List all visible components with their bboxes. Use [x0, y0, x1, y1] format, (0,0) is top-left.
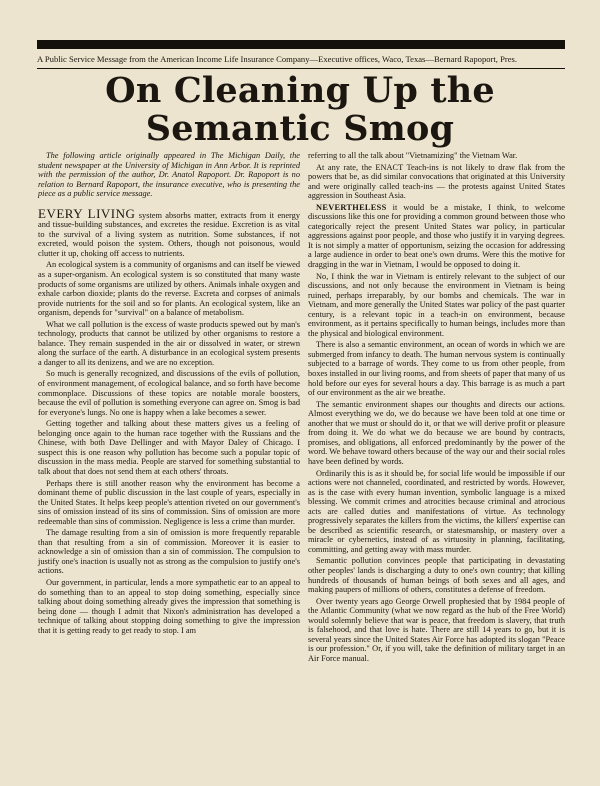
lead-paragraph — [38, 205, 300, 259]
nevertheless-caps: NEVERTHELESS — [316, 202, 387, 212]
paragraph: So much is generally recognized, and discussions of the evils of pollution, of environment management, of ecological balance, and so forth have become commonplace. Discussions of these topics are notable morale boosters, because the evil of pollution is something everyone can agree on. Smog is bad for everyone's lungs. No one is happy when a lake becomes a sewer. — [38, 369, 300, 417]
left-column — [38, 151, 300, 776]
paragraph: At any rate, the ENACT Teach-ins is not likely to draw flak from the powers that be, as did similar convocations that originated at this University and were originally called teach-ins — the protests against United States aggression in Southeast Asia. — [308, 162, 565, 201]
paragraph: Perhaps there is still another reason why the environment has become a dominant theme of public discussion in the last couple of years, especially in the United States. It helps keep people's attention riveted on our government's sins of omission instead of its sins of commission. Sins of omission are more redeemable than sins of commission. Negligence is less a crime than murder. — [38, 478, 300, 526]
paragraph: What we call pollution is the excess of waste products spewed out by man's technology, products that cannot be utilized by other organisms to restore a balance. They remain suspended in the air or dissolved in water, or strewn along the surface of the earth. A disturbance in an ecological system presents a danger to all its denizens, and we are no exception. — [38, 319, 300, 367]
paragraph: Our government, in particular, lends a more sympathetic ear to an appeal to do something than to an appeal to stop doing something, especially since talking about doing something already gives the impression that something is being done — though I admit that Nixon's administration has developed a technique of talking about stopping doing something to give the impression that it is getting ready to get ready to stop. I am — [38, 577, 300, 635]
paragraph: Getting together and talking about these matters gives us a feeling of belonging once again to the human race together with the Russians and the Chinese, with both Dave Dellinger and with Mayor Daley of Chicago. I suspect this is one reason why pollution has become such a popular topic of discussion in the mass media. People are starved for something substantial to talk about that does not send them at each others' throats. — [38, 419, 300, 476]
right-column — [308, 151, 565, 776]
sponsor-line: A Public Service Message from the American Income Life Insurance Company—Executive offices, Waco, Texas—Bernard Rapoport, Pres. — [37, 54, 518, 64]
paragraph: No, I think the war in Vietnam is entirely relevant to the subject of our discussions, and not only because the environment in Vietnam is being ruined, perhaps irreparably, by our bombs and chemicals. The war in Vietnam, and more generally the United States war policy of the past quarter century, is a relevant topic in a teach-in on environment, because environment, as it pertains specifically to human beings, includes more than the physical and biological environment. — [308, 271, 565, 338]
paragraph: Over twenty years ago George Orwell prophesied that by 1984 people of the Atlantic Community (what we now regard as the hub of the Free World) would solemnly believe that war is peace, that freedom is slavery, that truth is falsehood, and that love is hate. There are still 14 years to go, but it is several years since the United States Air Force has adopted its slogan "Peace is our profession." Or, if you will, take the definition of military target in an Air Force manual. — [308, 596, 565, 663]
headline: On Cleaning Up the Semantic Smog — [105, 70, 495, 149]
paragraph: Ordinarily this is as it should be, for social life would be impossible if our actions were not channeled, coordinated, and restricted by words. However, as is the case with every human invention, symbolic language is a mixed blessing. We commit crimes and atrocities because criminal and atrocious acts are called duties and manifestations of virtue. As technology progressively separates the killers from the victims, the killers' expertise can be described as scientific research, or statesmanship, or mastery over a miracle or cybernetics, instead of as virtuosity in planning, facilitating, committing, and getting away with mass murder. — [308, 468, 565, 554]
paragraph: The semantic environment shapes our thoughts and directs our actions. Almost everything we do, we do because we have been told at one time or another that we must or should do it, or that we will derive profit or pleasure from doing it. We do what we do because we are bound by contracts, promises, and obligations, all enforced predominantly by the power of the word. We behave toward others because of the way our and their social roles have been defined by words. — [308, 399, 565, 466]
continuation-paragraph: referring to all the talk about "Vietnamizing" the Vietnam War. — [308, 151, 518, 160]
paragraph: Semantic pollution convinces people that participating in devastating other peoples' lands is discharging a duty to one's own country; that killing hundreds of thousands of human beings of both sexes and all ages, and making paupers of millions of others, constitutes a defense of freedom. — [308, 556, 565, 595]
paragraph: The damage resulting from a sin of omission is more frequently reparable than that resulting from a sin of commission. Moreover it is easier to acknowledge a sin of omission than a sin of commission. The compulsion to justify one's inaction is usually not as strong as the compulsion to justify one's actions. — [38, 528, 300, 576]
top-black-bar — [37, 40, 565, 49]
lead-text: system absorbs matter, extracts from it energy and tissue-building substances, and excretes the residue. Excretion is as vital to the survival of a living system as nutrition. Some substances, if not excreted, would poison the system. Others, though not poisonous, would clutter it up, choking off access to nutrients. — [38, 210, 300, 258]
intro-note: The following article originally appeared in The Michigan Daily, the student newspaper at the University of Michigan in Ann Arbor. It is reprinted with the permission of the author, Dr. Anatol Rapoport. Dr. Rapoport is no relation to Bernard Rapoport, the insurance executive, who is presenting the piece as a public service message. — [38, 151, 300, 199]
lead-caps: EVERY LIVING — [38, 205, 136, 221]
paragraph: There is also a semantic environment, an ocean of words in which we are submerged from infancy to death. The human nervous system is continually subjected to a barrage of words. They come to us from other people, from boxes installed in our living rooms, and from sheets of paper that many of us hold before our eyes for several hours a day. This barrage is as much a part of our environment as the air we breathe. — [308, 340, 565, 398]
paragraph: An ecological system is a community of organisms and can itself be viewed as a super-organism. An ecological system is so constituted that many waste products of some organisms are utilized by others. Animals inhale oxygen and exhale carbon dioxide; plants do the reverse. Excreta and corpses of animals provide nutrients for the soil and so for plants. An ecological system, like an organism, depends for "survival" on a balance of metabolism. — [38, 260, 300, 318]
article-columns — [38, 151, 565, 776]
header-rule — [37, 68, 565, 69]
nevertheless-text: it would be a mistake, I think, to welcome discussions like this one for providing a common ground between those who categorically reject the present United States war policy, in particular aggressions against poor people, and those who justify it in varying degrees. It is not simply a matter of opportunism, seizing the occasion for addressing a large audience in order to beat one's own drums. Were this the motive for dragging in the war in Vietnam, I would be opposed to doing it. — [308, 202, 565, 270]
nevertheless-paragraph — [308, 203, 565, 270]
